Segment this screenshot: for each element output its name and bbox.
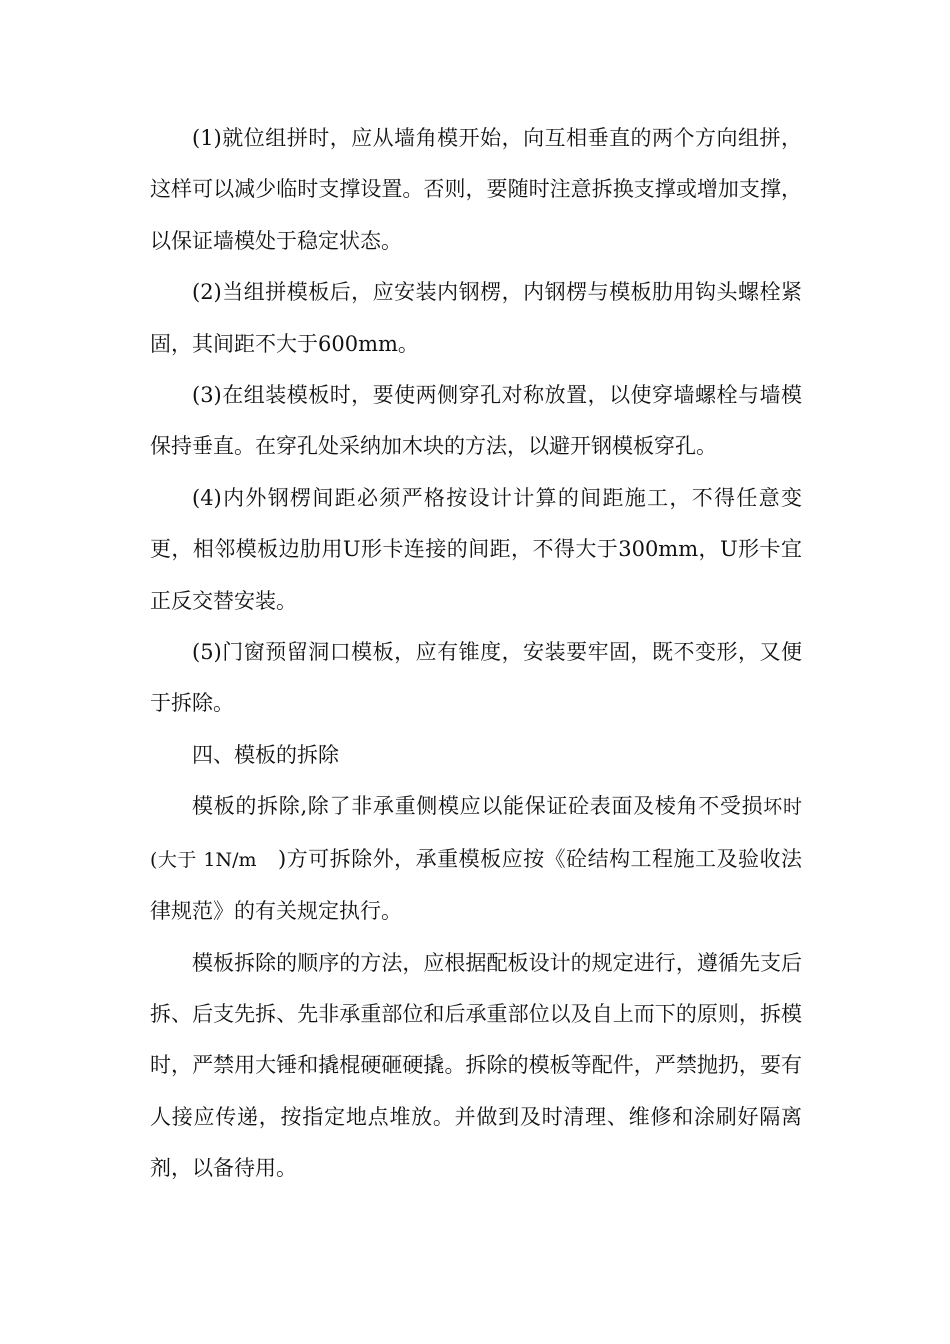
- paragraph-5: (5)门窗预留洞口模板，应有锥度，安装要牢固，既不变形，又便于拆除。: [150, 640, 802, 716]
- removal-paragraph-1-part-c: )方可拆除外，承重模板应按《砼结构工程施工及验收法律规范》的有关规定执行。: [150, 846, 802, 924]
- document-body: [150, 113, 802, 1195]
- removal-paragraph-2: 模板拆除的顺序的方法，应根据配板设计的规定进行，遵循先支后拆、后支先拆、先非承重部位和后承重部位以及自上而下的原则，拆模时，严禁用大锤和撬棍硬砸硬撬。拆除的模板等配件，严禁抛扔，要有人接应传递，按指定地点堆放。并做到及时清理、维修和涂刷好隔离剂，以备待用。: [150, 950, 802, 1181]
- removal-paragraph-1: [150, 781, 802, 937]
- section-heading: 四、模板的拆除: [192, 742, 339, 767]
- paragraph-4: (4)内外钢楞间距必须严格按设计计算的间距施工，不得任意变更，相邻模板边肋用U形卡连接的间距，不得大于300mm，U形卡宜正反交替安装。: [150, 485, 802, 613]
- paragraph-2: (2)当组拼模板后，应安装内钢楞，内钢楞与模板肋用钩头螺栓紧固，其间距不大于600mm。: [150, 280, 802, 356]
- paragraph-1: (1)就位组拼时，应从墙角模开始，向互相垂直的两个方向组拼，这样可以减少临时支撑设置。否则，要随时注意拆换支撑或增加支撑，以保证墙模处于稳定状态。: [150, 126, 802, 253]
- removal-paragraph-1-part-a: 模板的拆除,除了非承重侧模应以能保证砼表面及棱角不受损: [192, 794, 764, 819]
- removal-paragraph-1-part-b: 坏时(大于 1N/m: [150, 796, 802, 871]
- paragraph-3: (3)在组装模板时，要使两侧穿孔对称放置，以使穿墙螺栓与墙模保持垂直。在穿孔处采纳加木块的方法，以避开钢模板穿孔。: [150, 383, 802, 459]
